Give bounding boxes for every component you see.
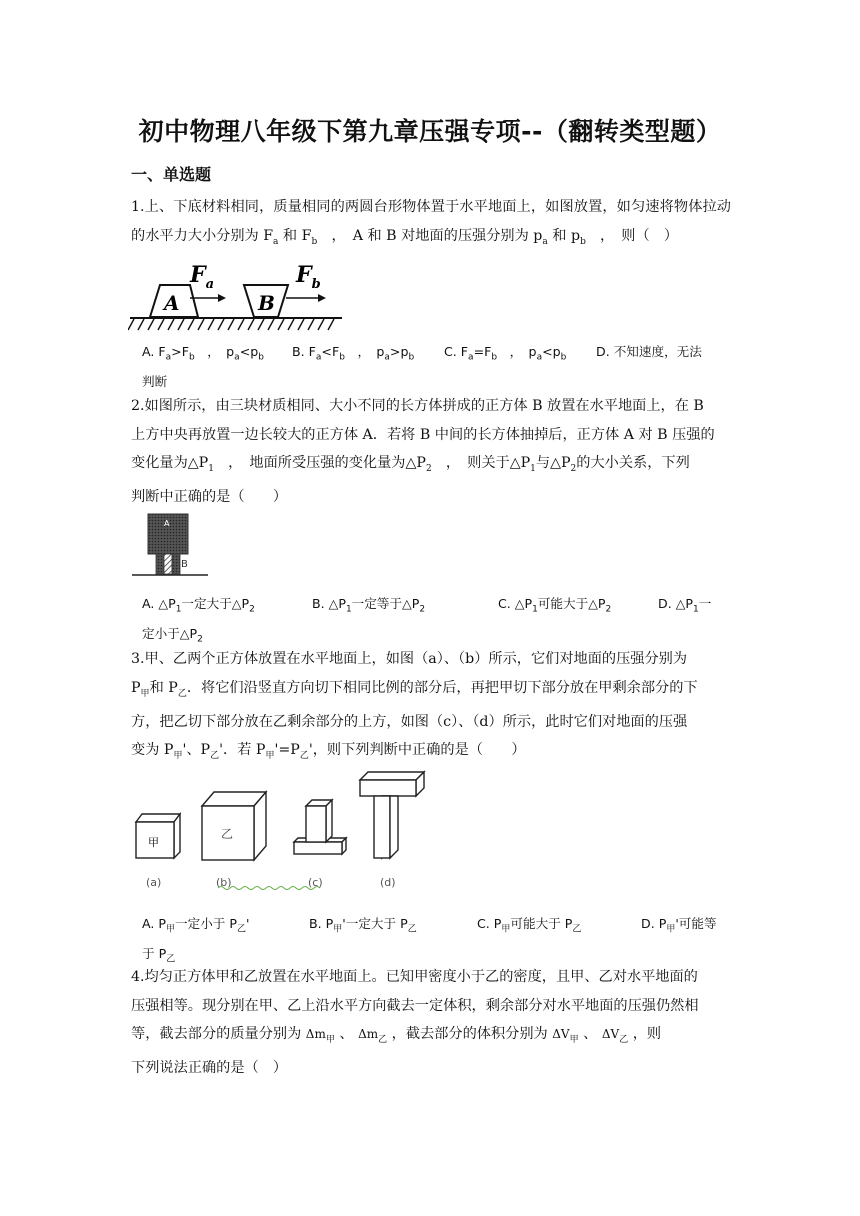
question-2: 2.如图所示，由三块材质相同、大小不同的长方体拼成的正方体 B 放置在水平地面上，在 B 上方中央再放置一边长较大的正方体 A．若将 B 中间的长方体抽掉后，正方体 A 对 B 压强的 变化量为$\triangle P_1$ ， 地面所受压强的变化量为$\triangle P_2$ ， 则关于$\triangle P_1$与$\triangle P_2$的大小关系，下列 判断中正确的是（ ） xyxy=(131,398,715,506)
svg-text:(d): (d) xyxy=(380,876,396,889)
q2-figure xyxy=(130,510,210,580)
svg-text:(c): (c) xyxy=(308,876,323,889)
q1-option-a[interactable]: A. $F_a>F_b$ ， $p_a<p_b$ xyxy=(142,344,264,363)
svg-text:(a): (a) xyxy=(146,876,162,889)
question-3: 3.甲、乙两个正方体放置在水平地面上，如图（a）、（b）所示，它们对地面的压强分别为 $P_甲$和 $P_乙$．将它们沿竖直方向切下相同比例的部分后，再把甲切下部分放在甲剩余部分的下 方，把乙切下部分放在乙剩余部分的上方，如图（c）、（d）所示，此时它们对地面的压强 变为 $P_甲'$、$P_乙'$．若 $P_甲'=P_乙'$，则下列判断中正确的是（ ） xyxy=(131,651,698,762)
q3-option-c[interactable]: C. $P_甲$可能大于 $P_乙$ xyxy=(477,916,582,935)
q3-option-a[interactable]: A. $P_甲$一定小于 $P_乙'$ xyxy=(142,916,250,935)
svg-text:甲: 甲 xyxy=(148,836,159,849)
q2-option-b[interactable]: B. $\triangle P_1$一定等于$\triangle P_2$ xyxy=(312,596,426,615)
question-4: 4.均匀正方体甲和乙放置在水平地面上。已知甲密度小于乙的密度，且甲、乙对水平地面的 压强相等。现分别在甲、乙上沿水平方向截去一定体积，剩余部分对水平地面的压强仍然相 等，截去部分的质量分别为 $\Delta m_甲$ 、 $\Delta m_乙$ ，截去部分的体积分别为 $\Delta V_甲$ 、 $\Delta V_乙$ ，则 下列说法正确的是（ ） xyxy=(131,969,699,1077)
q2-option-d[interactable]: D. $\triangle P_1$一 xyxy=(658,596,712,615)
svg-text:(b): (b) xyxy=(216,876,232,889)
q3-option-d-cont: 于 $P_乙$ xyxy=(142,945,176,965)
q1-option-d-cont: 判断 xyxy=(142,373,168,389)
q1-options xyxy=(142,340,732,394)
label-a: A xyxy=(164,291,180,315)
q2-options xyxy=(142,592,732,651)
section-heading: 一、单选题 xyxy=(131,165,212,184)
q2-option-d-cont: 定小于$\triangle P_2$ xyxy=(142,625,203,645)
q3-option-d[interactable]: D. $P_甲'$可能等 xyxy=(641,916,717,935)
question-1 xyxy=(131,193,731,256)
force-a-label: $F_a$ xyxy=(190,262,215,292)
svg-text:乙: 乙 xyxy=(221,827,234,841)
q2-option-c[interactable]: C. $\triangle P_1$可能大于$\triangle P_2$ xyxy=(498,596,612,615)
q1-option-b[interactable]: B. $F_a<F_b$ ， $p_a>p_b$ xyxy=(292,344,415,363)
label-b: B xyxy=(181,559,188,570)
svg-text:A: A xyxy=(164,519,170,528)
label-b: B xyxy=(258,291,275,315)
q1-option-c[interactable]: C. $F_a=F_b$ ， $p_a<p_b$ xyxy=(444,344,567,363)
page-title: 初中物理八年级下第九章压强专项--（翻转类型题） xyxy=(138,117,722,146)
q2-option-a[interactable]: A. $\triangle P_1$一定大于$\triangle P_2$ xyxy=(142,596,255,615)
q1-figure xyxy=(128,258,348,334)
force-b-label: $F_b$ xyxy=(296,262,321,292)
q3-option-b[interactable]: B. $P_甲'$一定大于 $P_乙$ xyxy=(309,916,417,935)
q1-option-d[interactable]: D. 不知速度，无法 xyxy=(596,344,702,359)
q3-figure xyxy=(128,766,438,892)
question-1-text: 1.上、下底材料相同，质量相同的两圆台形物体置于水平地面上，如图放置，如匀速将物体拉动的水平力大小分别为 $F_a$ 和 $F_b$ ， A 和 B 对地面的压强分别为 $p_a$ 和 $p_b$ ， 则（ ） xyxy=(131,199,731,247)
